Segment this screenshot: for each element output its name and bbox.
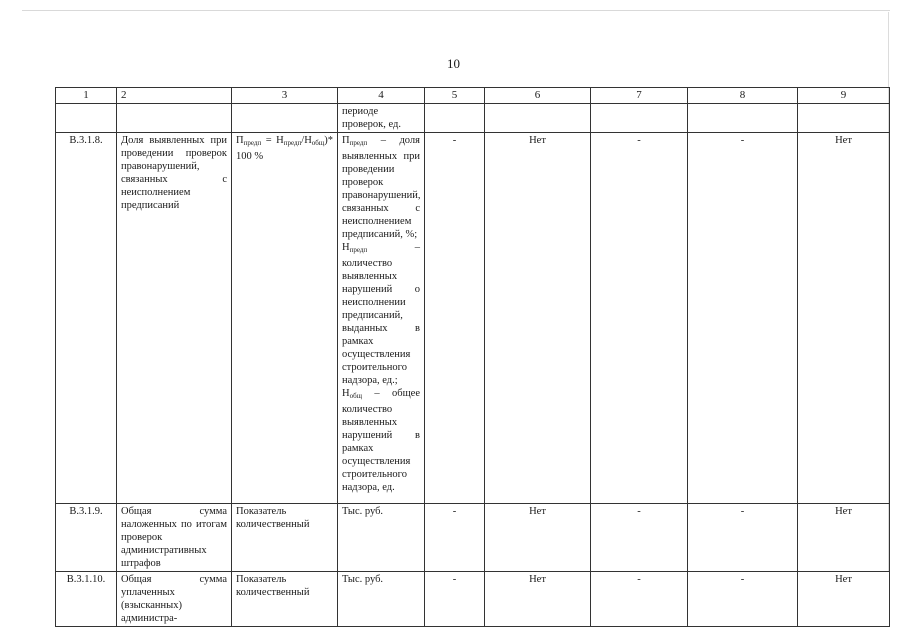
header-col-9: 9: [798, 88, 890, 104]
row-name: Общая сумма наложенных по итогам проверок административных штрафов: [117, 504, 232, 572]
row-col5: -: [425, 133, 485, 504]
row-formula: Показатель количественный: [232, 572, 338, 627]
row-formula: $П_{предп} = Н_{предп}/Н_{общ})*$ 100 %: [232, 133, 338, 504]
row-col5: -: [425, 504, 485, 572]
indicator-table: [55, 87, 890, 627]
row-unit: Тыс. руб.: [338, 572, 425, 627]
row-col7: -: [591, 572, 688, 627]
row-col9: Нет: [798, 504, 890, 572]
header-col-8: 8: [688, 88, 798, 104]
continuation-text: периоде проверок, ед.: [338, 104, 425, 133]
row-col8: -: [688, 504, 798, 572]
header-col-3: 3: [232, 88, 338, 104]
row-col8: -: [688, 572, 798, 627]
row-name: Общая сумма уплаченных (взысканных) администра-: [117, 572, 232, 627]
table-row: [56, 133, 890, 504]
row-col8: -: [688, 133, 798, 504]
table-row: [56, 504, 890, 572]
header-col-4: 4: [338, 88, 425, 104]
row-col7: -: [591, 133, 688, 504]
header-col-6: 6: [485, 88, 591, 104]
top-border-line: [22, 10, 890, 11]
page-number: 10: [447, 56, 460, 71]
row-definitions: $П_{предп}$ – доля выявленных при проведении проверок правонарушений, связанных с неисполнением предписаний, %; $Н_{предп}$ – количество выявленных нарушений о неисполнении предписаний, выданных в рамках осуществления строительного надзора, ед.; $Н_{общ}$ – общее количество выявленных нарушений в рамках осуществления строительного надзора, ед.: [338, 133, 425, 504]
row-col6: Нет: [485, 572, 591, 627]
row-code: В.3.1.8.: [56, 133, 117, 504]
table-row: [56, 572, 890, 627]
header-col-1: 1: [56, 88, 117, 104]
header-col-7: 7: [591, 88, 688, 104]
row-col9: Нет: [798, 133, 890, 504]
row-name: Доля выявленных при проведении проверок правонарушений, связанных с неисполнением предписаний: [117, 133, 232, 504]
header-col-2: 2: [117, 88, 232, 104]
header-col-5: 5: [425, 88, 485, 104]
continuation-row: [56, 104, 890, 133]
row-col5: -: [425, 572, 485, 627]
row-col6: Нет: [485, 504, 591, 572]
row-formula: Показатель количественный: [232, 504, 338, 572]
row-col7: -: [591, 504, 688, 572]
header-row: [56, 88, 890, 104]
row-col6: Нет: [485, 133, 591, 504]
row-code: В.3.1.9.: [56, 504, 117, 572]
row-unit: Тыс. руб.: [338, 504, 425, 572]
row-code: В.3.1.10.: [56, 572, 117, 627]
row-col9: Нет: [798, 572, 890, 627]
